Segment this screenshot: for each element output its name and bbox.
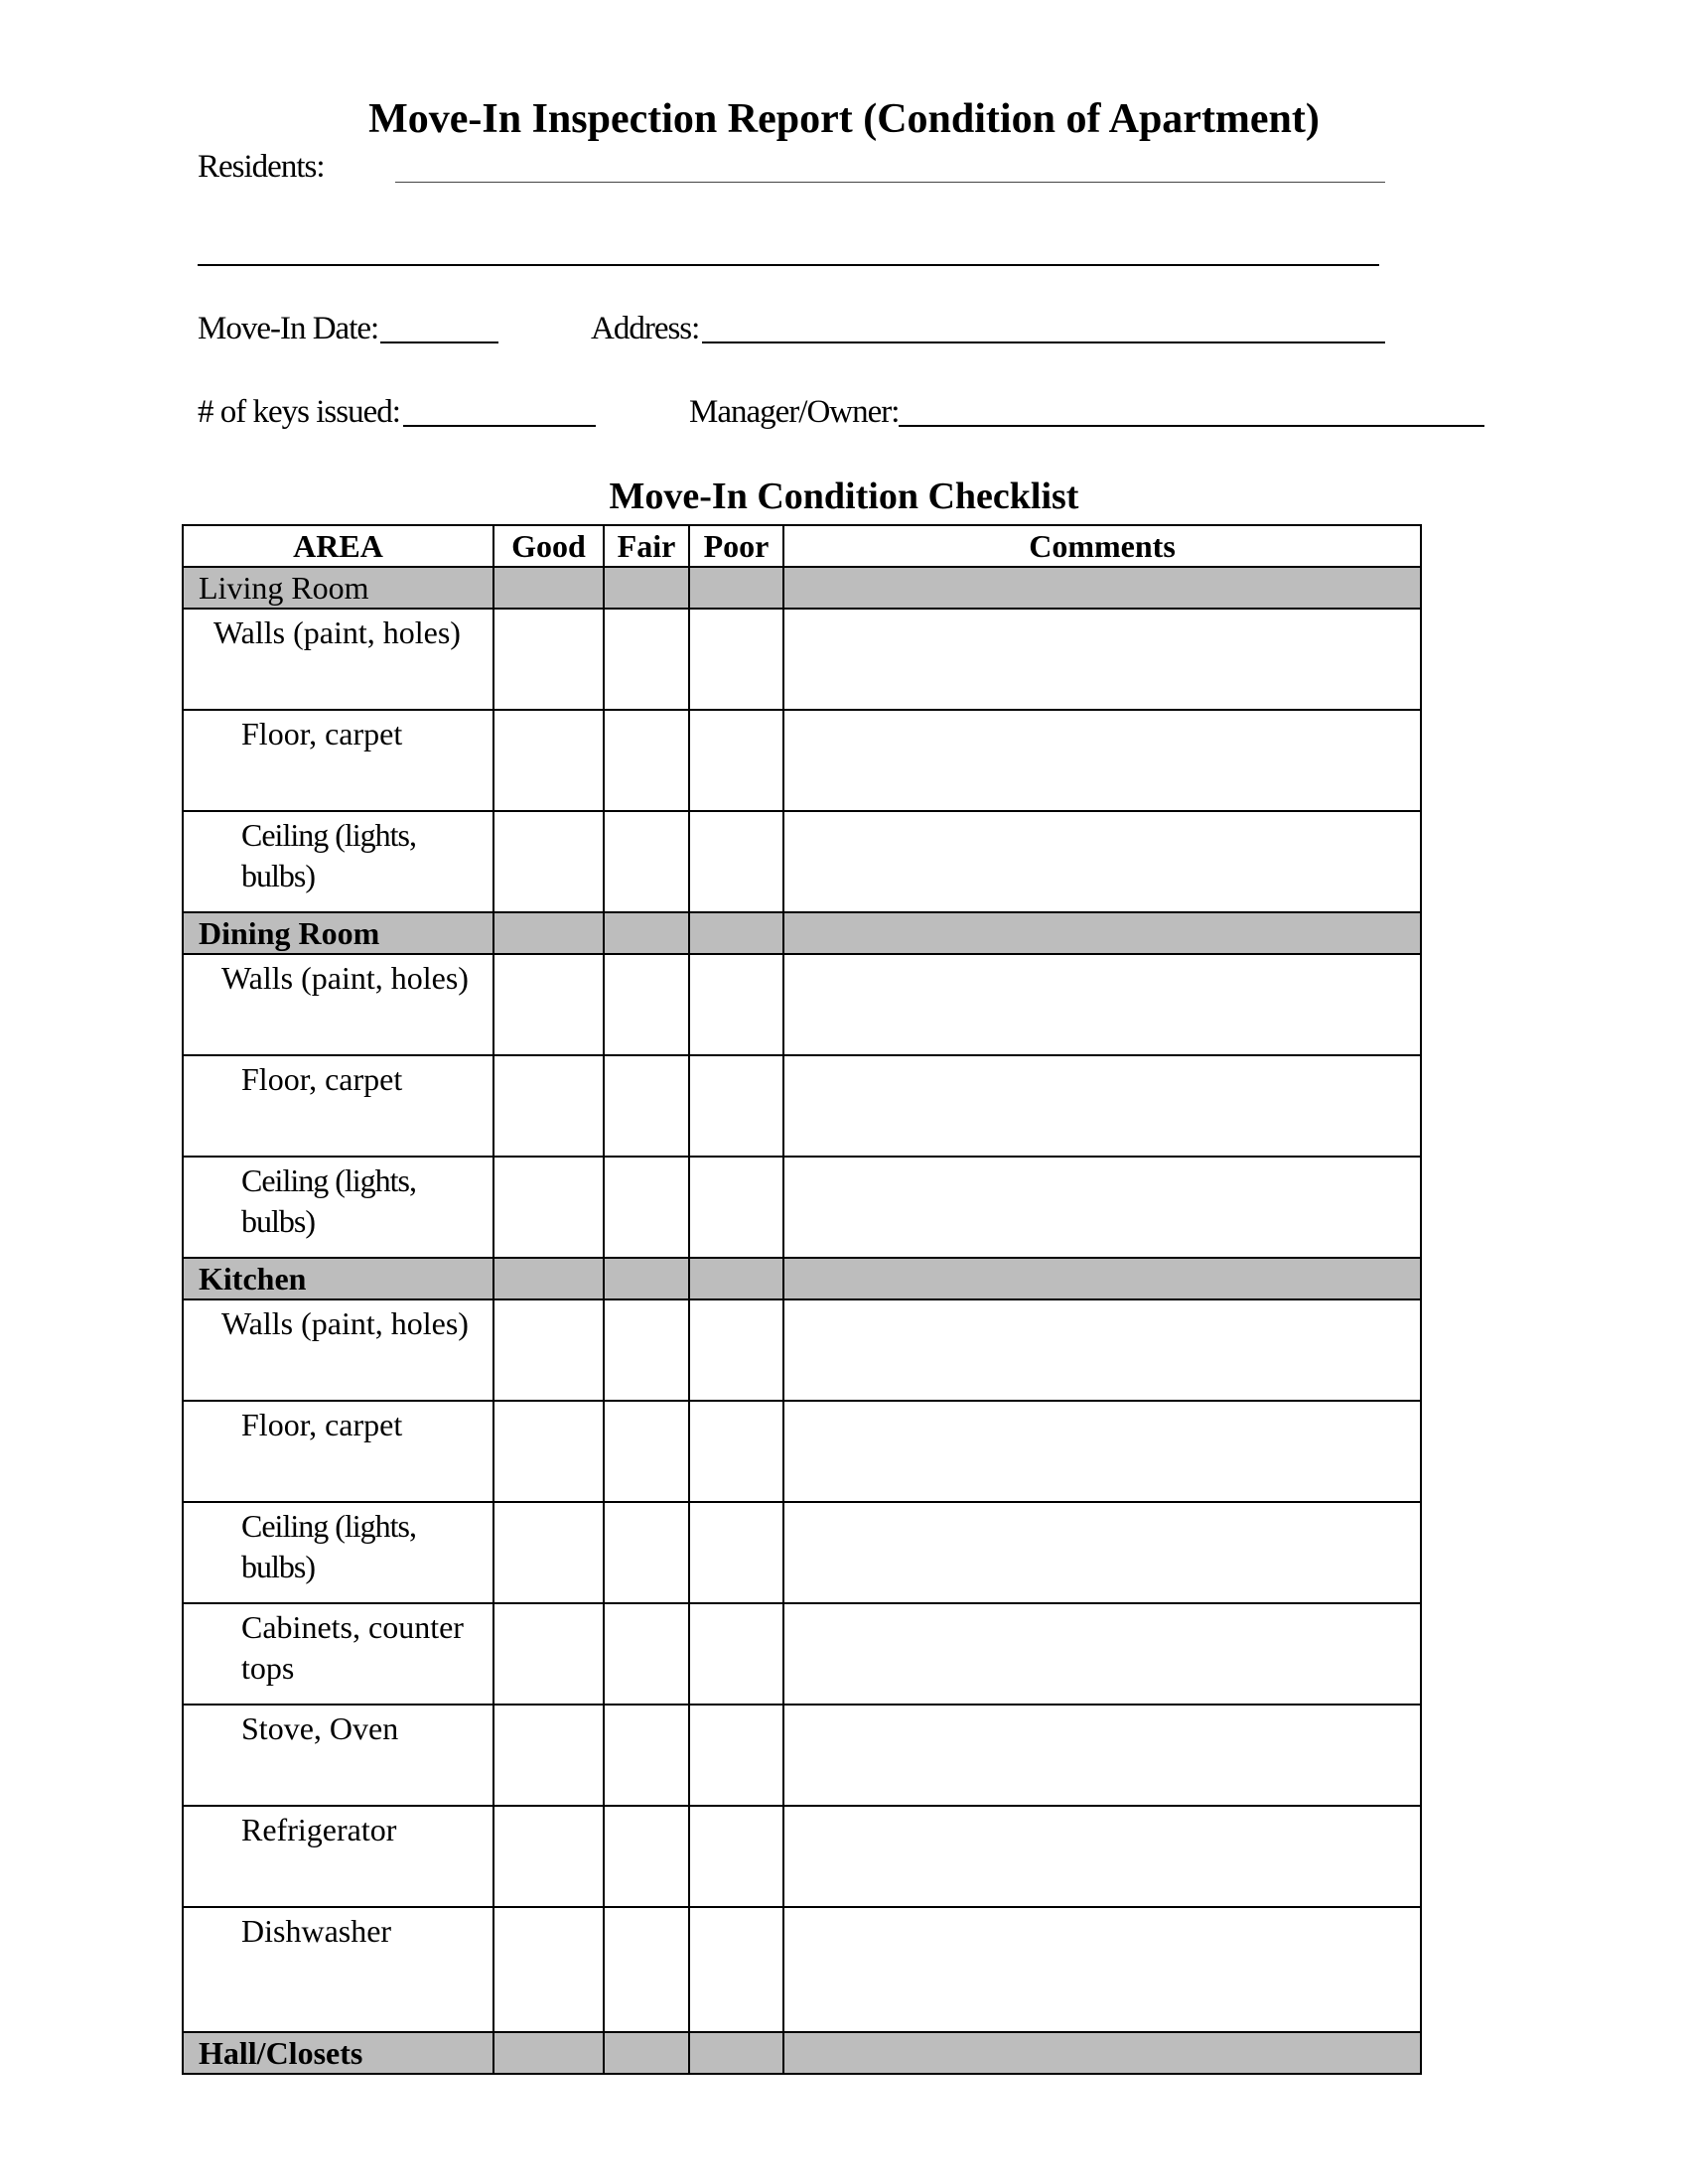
good-cell[interactable]: [493, 1603, 604, 1705]
table-row: [183, 609, 1421, 710]
poor-cell[interactable]: [689, 1806, 783, 1907]
good-cell[interactable]: [493, 1806, 604, 1907]
comments-cell[interactable]: [783, 1603, 1421, 1705]
item-label: Stove, Oven: [183, 1705, 493, 1806]
comments-cell[interactable]: [783, 1502, 1421, 1603]
item-label: Floor, carpet: [183, 710, 493, 811]
table-row: [183, 1705, 1421, 1806]
residents-line-2[interactable]: [198, 264, 1379, 266]
good-cell[interactable]: [493, 710, 604, 811]
table-row: [183, 1806, 1421, 1907]
table-row: [183, 1502, 1421, 1603]
area-header: AREA: [183, 525, 493, 567]
keys-issued-line[interactable]: [403, 425, 596, 427]
good-cell[interactable]: [493, 1299, 604, 1401]
poor-cell[interactable]: [689, 811, 783, 912]
item-label: Walls (paint, holes): [183, 609, 493, 710]
item-label: Cabinets, counter tops: [183, 1603, 493, 1705]
good-cell[interactable]: [493, 811, 604, 912]
fair-header: Fair: [604, 525, 689, 567]
comments-cell[interactable]: [783, 1806, 1421, 1907]
comments-cell[interactable]: [783, 1401, 1421, 1502]
table-row: [183, 811, 1421, 912]
comments-cell[interactable]: [783, 609, 1421, 710]
fair-cell[interactable]: [604, 710, 689, 811]
fair-cell[interactable]: [604, 1055, 689, 1157]
residents-label: Residents:: [198, 149, 325, 185]
item-label: Floor, carpet: [183, 1401, 493, 1502]
comments-cell[interactable]: [783, 1705, 1421, 1806]
address-line[interactable]: [702, 341, 1385, 343]
comments-cell[interactable]: [783, 1907, 1421, 2032]
poor-cell[interactable]: [689, 1603, 783, 1705]
section-row-kitchen: [183, 1258, 1421, 1299]
residents-line-1[interactable]: [395, 182, 1385, 183]
table-row: [183, 1907, 1421, 2032]
table-row: [183, 1401, 1421, 1502]
good-cell[interactable]: [493, 609, 604, 710]
fair-cell[interactable]: [604, 1502, 689, 1603]
fair-cell[interactable]: [604, 954, 689, 1055]
poor-cell[interactable]: [689, 954, 783, 1055]
section-row-living-room: [183, 567, 1421, 609]
poor-cell[interactable]: [689, 1157, 783, 1258]
section-label: Living Room: [183, 567, 493, 609]
item-label: Walls (paint, holes): [183, 954, 493, 1055]
item-label: Refrigerator: [183, 1806, 493, 1907]
good-cell[interactable]: [493, 954, 604, 1055]
section-label: Kitchen: [183, 1258, 493, 1299]
move-in-date-label: Move-In Date:: [198, 311, 379, 346]
poor-cell[interactable]: [689, 1907, 783, 2032]
address-label: Address:: [591, 311, 700, 346]
good-cell[interactable]: [493, 1157, 604, 1258]
fair-cell[interactable]: [604, 1907, 689, 2032]
poor-cell[interactable]: [689, 1401, 783, 1502]
good-cell[interactable]: [493, 1907, 604, 2032]
comments-header: Comments: [783, 525, 1421, 567]
manager-owner-line[interactable]: [899, 425, 1484, 427]
section-row-hall-closets: [183, 2032, 1421, 2074]
section-label: Dining Room: [183, 912, 493, 954]
fair-cell[interactable]: [604, 1806, 689, 1907]
item-label: Ceiling (lights, bulbs): [183, 1502, 493, 1603]
comments-cell[interactable]: [783, 811, 1421, 912]
poor-cell[interactable]: [689, 1299, 783, 1401]
item-label: Ceiling (lights, bulbs): [183, 811, 493, 912]
move-in-date-line[interactable]: [380, 341, 498, 343]
comments-cell[interactable]: [783, 710, 1421, 811]
good-header: Good: [493, 525, 604, 567]
table-row: [183, 1055, 1421, 1157]
item-label: Floor, carpet: [183, 1055, 493, 1157]
fair-cell[interactable]: [604, 609, 689, 710]
condition-checklist-table: [182, 524, 1422, 2075]
item-label: Ceiling (lights, bulbs): [183, 1157, 493, 1258]
item-label: Dishwasher: [183, 1907, 493, 2032]
poor-header: Poor: [689, 525, 783, 567]
table-row: [183, 954, 1421, 1055]
section-label: Hall/Closets: [183, 2032, 493, 2074]
poor-cell[interactable]: [689, 1055, 783, 1157]
checklist-title: Move-In Condition Checklist: [609, 476, 1079, 517]
good-cell[interactable]: [493, 1705, 604, 1806]
poor-cell[interactable]: [689, 710, 783, 811]
table-header-row: [183, 525, 1421, 567]
fair-cell[interactable]: [604, 1603, 689, 1705]
table-row: [183, 1299, 1421, 1401]
comments-cell[interactable]: [783, 1157, 1421, 1258]
fair-cell[interactable]: [604, 1401, 689, 1502]
fair-cell[interactable]: [604, 1299, 689, 1401]
section-row-dining-room: [183, 912, 1421, 954]
report-title: Move-In Inspection Report (Condition of Apartment): [368, 96, 1320, 142]
poor-cell[interactable]: [689, 1705, 783, 1806]
comments-cell[interactable]: [783, 1055, 1421, 1157]
table-row: [183, 1157, 1421, 1258]
manager-owner-label: Manager/Owner:: [689, 394, 900, 430]
fair-cell[interactable]: [604, 1705, 689, 1806]
fair-cell[interactable]: [604, 1157, 689, 1258]
table-row: [183, 1603, 1421, 1705]
comments-cell[interactable]: [783, 954, 1421, 1055]
table-row: [183, 710, 1421, 811]
good-cell[interactable]: [493, 1502, 604, 1603]
poor-cell[interactable]: [689, 609, 783, 710]
poor-cell[interactable]: [689, 1502, 783, 1603]
fair-cell[interactable]: [604, 811, 689, 912]
comments-cell[interactable]: [783, 1299, 1421, 1401]
good-cell[interactable]: [493, 1401, 604, 1502]
good-cell[interactable]: [493, 1055, 604, 1157]
item-label: Walls (paint, holes): [183, 1299, 493, 1401]
keys-issued-label: # of keys issued:: [198, 394, 400, 430]
